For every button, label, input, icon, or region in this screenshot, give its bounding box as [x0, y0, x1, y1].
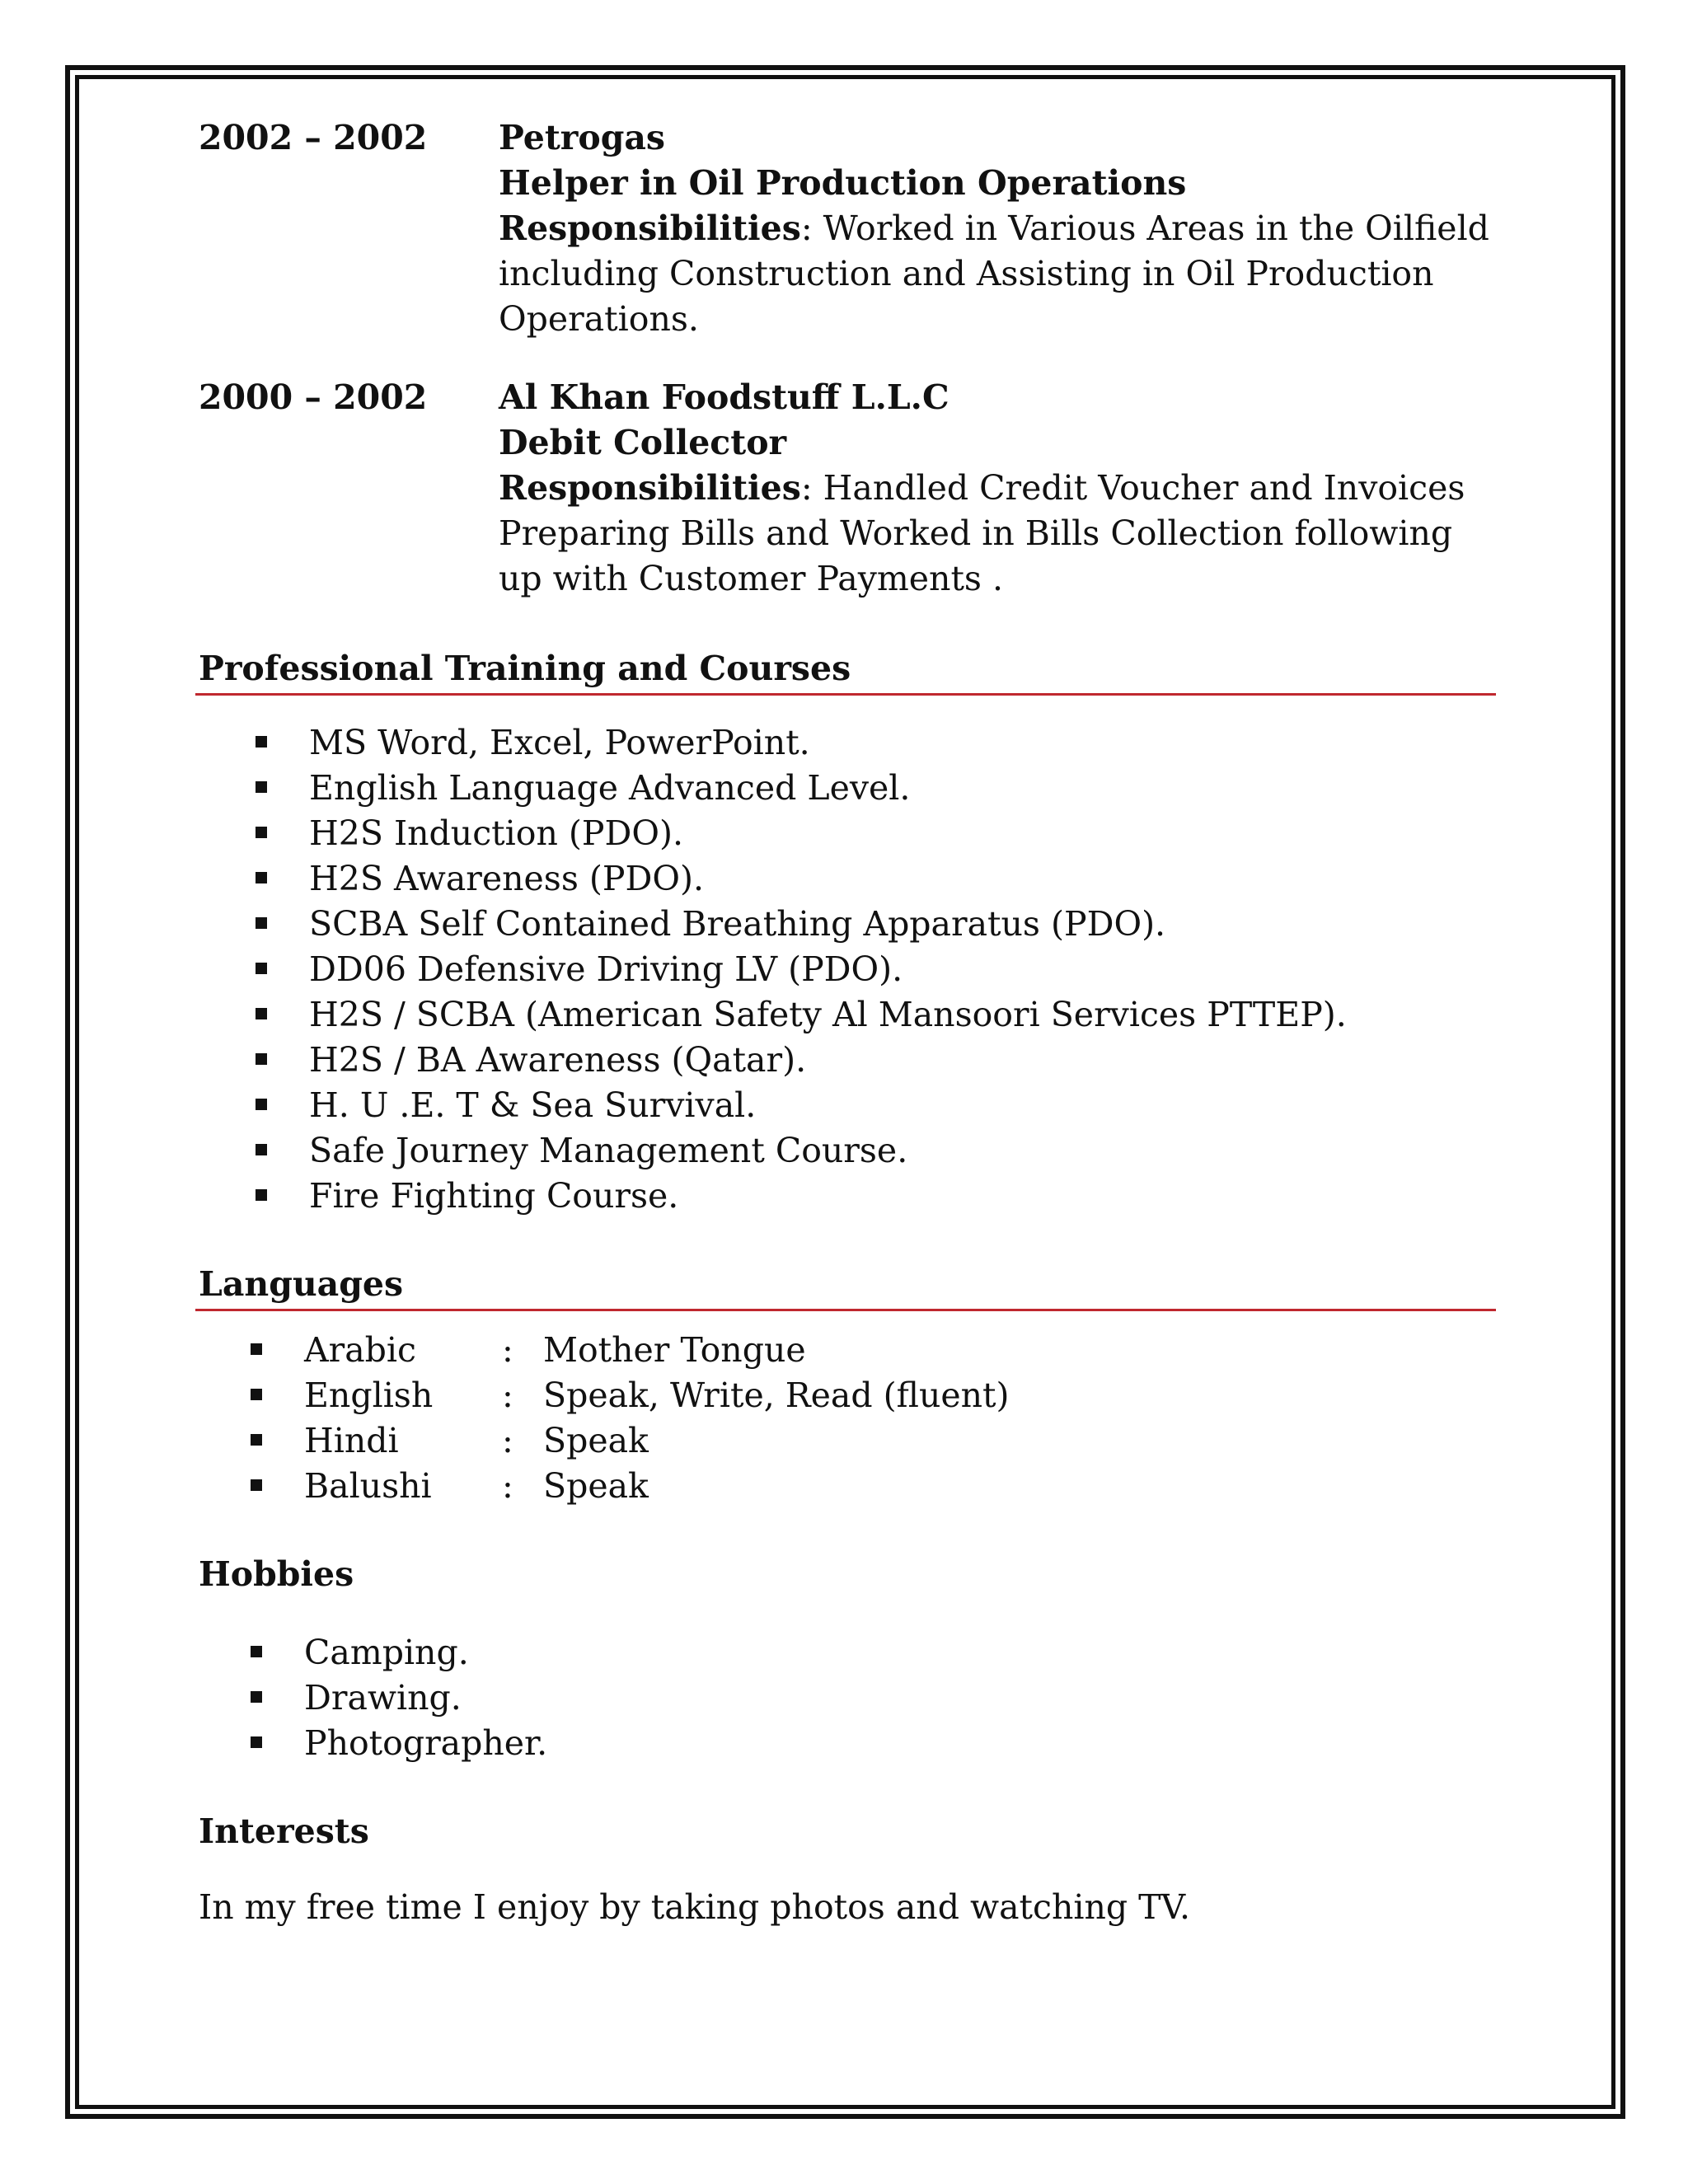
language-name: Hindi: [304, 1421, 399, 1460]
language-level: Mother Tongue: [543, 1330, 806, 1370]
job-responsibilities: [499, 466, 1501, 602]
training-item: H. U .E. T & Sea Survival.: [309, 1085, 757, 1125]
responsibilities-label: Responsibilities: [499, 209, 801, 248]
hobby-item: Camping.: [304, 1633, 469, 1672]
language-separator: :: [502, 1466, 513, 1506]
job-entry: [199, 375, 1501, 602]
language-name: English: [304, 1376, 434, 1415]
square-bullet-icon: [256, 872, 267, 883]
list-item: [199, 1675, 1501, 1721]
training-item: SCBA Self Contained Breathing Apparatus (PDO).: [309, 904, 1166, 944]
training-item: MS Word, Excel, PowerPoint.: [309, 723, 810, 762]
training-item: H2S / SCBA (American Safety Al Mansoori Services PTTEP).: [309, 995, 1347, 1034]
job-responsibilities: [499, 206, 1501, 342]
interests-text: In my free time I enjoy by taking photos and watching TV.: [199, 1887, 1190, 1927]
training-item: English Language Advanced Level.: [309, 768, 911, 808]
languages-heading: Languages: [199, 1264, 404, 1304]
language-level: Speak, Write, Read (fluent): [543, 1376, 1010, 1415]
hobby-item: Photographer.: [304, 1723, 548, 1763]
responsibilities-text: : Worked in Various Areas in the Oilfield including Construction and Assisting in Oil Production Operations.: [499, 209, 1489, 339]
training-heading: Professional Training and Courses: [199, 649, 851, 688]
language-level: Speak: [543, 1421, 649, 1460]
job-company: Al Khan Foodstuff L.L.C: [499, 377, 950, 417]
square-bullet-icon: [251, 1479, 262, 1491]
languages-divider: [195, 1309, 1496, 1311]
hobbies-heading: Hobbies: [199, 1554, 354, 1594]
square-bullet-icon: [251, 1691, 262, 1703]
language-separator: :: [502, 1330, 513, 1370]
square-bullet-icon: [256, 736, 267, 748]
square-bullet-icon: [251, 1389, 262, 1400]
list-item: [199, 1418, 1501, 1464]
training-list: [199, 720, 1501, 1219]
training-item: DD06 Defensive Driving LV (PDO).: [309, 949, 903, 989]
resume-content: [199, 115, 1501, 1930]
square-bullet-icon: [256, 1099, 267, 1110]
training-item: H2S / BA Awareness (Qatar).: [309, 1040, 807, 1080]
languages-list: [199, 1328, 1501, 1509]
list-item: [199, 1174, 1501, 1219]
list-item: [199, 766, 1501, 811]
list-item: [199, 1464, 1501, 1509]
responsibilities-label: Responsibilities: [499, 468, 801, 508]
hobby-item: Drawing.: [304, 1678, 462, 1718]
job-years: 2000 – 2002: [199, 377, 428, 417]
square-bullet-icon: [251, 1434, 262, 1446]
list-item: [199, 947, 1501, 992]
job-company: Petrogas: [499, 118, 666, 157]
list-item: [199, 1630, 1501, 1675]
square-bullet-icon: [251, 1736, 262, 1748]
square-bullet-icon: [256, 827, 267, 838]
language-name: Balushi: [304, 1466, 432, 1506]
responsibilities-text: : Handled Credit Voucher and Invoices Preparing Bills and Worked in Bills Collection following up with Customer Payments .: [499, 468, 1465, 598]
list-item: [199, 720, 1501, 766]
training-item: Fire Fighting Course.: [309, 1176, 679, 1216]
list-item: [199, 811, 1501, 856]
list-item: [199, 1128, 1501, 1174]
interests-heading: Interests: [199, 1811, 369, 1851]
square-bullet-icon: [251, 1646, 262, 1657]
square-bullet-icon: [256, 1189, 267, 1201]
list-item: [199, 856, 1501, 902]
language-name: Arabic: [304, 1330, 416, 1370]
training-item: H2S Awareness (PDO).: [309, 859, 705, 898]
list-item: [199, 1373, 1501, 1418]
training-item: H2S Induction (PDO).: [309, 813, 683, 853]
job-years: 2002 – 2002: [199, 118, 428, 157]
training-item: Safe Journey Management Course.: [309, 1131, 908, 1170]
list-item: [199, 992, 1501, 1038]
list-item: [199, 1721, 1501, 1766]
job-details: [499, 375, 1501, 602]
language-separator: :: [502, 1376, 513, 1415]
square-bullet-icon: [256, 781, 267, 793]
list-item: [199, 1038, 1501, 1083]
list-item: [199, 1328, 1501, 1373]
job-details: [499, 115, 1501, 342]
hobbies-list: [199, 1630, 1501, 1766]
job-entry: [199, 115, 1501, 342]
square-bullet-icon: [256, 1053, 267, 1065]
square-bullet-icon: [256, 963, 267, 974]
square-bullet-icon: [256, 1008, 267, 1019]
job-position: Debit Collector: [499, 423, 787, 462]
square-bullet-icon: [256, 917, 267, 929]
square-bullet-icon: [251, 1343, 262, 1355]
language-separator: :: [502, 1421, 513, 1460]
list-item: [199, 1083, 1501, 1128]
training-divider: [195, 693, 1496, 696]
list-item: [199, 902, 1501, 947]
language-level: Speak: [543, 1466, 649, 1506]
job-position: Helper in Oil Production Operations: [499, 163, 1187, 203]
square-bullet-icon: [256, 1144, 267, 1155]
